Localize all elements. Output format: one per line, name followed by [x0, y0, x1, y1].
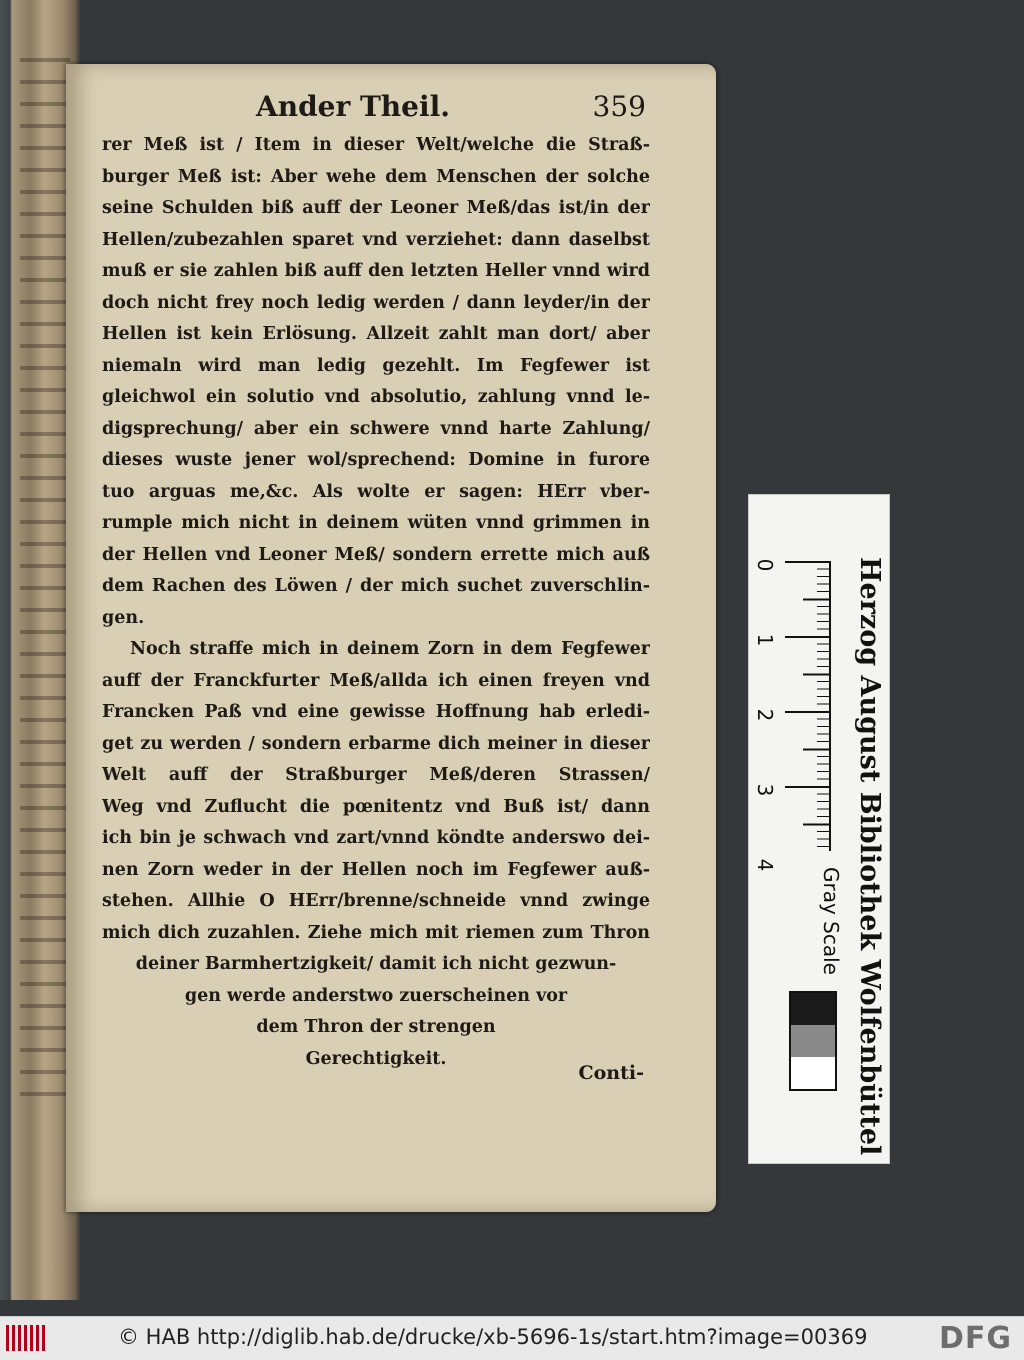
text-line: get zu werden / sondern erbarme dich meiner in dieser [102, 733, 650, 754]
gray-swatch [791, 1057, 835, 1089]
gray-scale-label: Gray Scale [819, 867, 843, 975]
page-number: 359 [592, 90, 646, 123]
library-logo-icon [6, 1325, 48, 1351]
institution-label: Herzog August Bibliothek Wolfenbüttel [854, 557, 885, 1156]
text-line: tuo arguas me,&c. Als wolte er sagen: HErr vber- [102, 481, 650, 502]
previous-pages [20, 40, 70, 1110]
scale-numbers [755, 553, 785, 873]
text-line: Weg vnd Zuflucht die pœnitentz vnd Buß ist/ dann [102, 796, 650, 817]
text-line: muß er sie zahlen biß auff den letzten Heller vnnd wird [102, 261, 650, 281]
footer-bar [0, 1316, 1024, 1360]
text-line: auff der Franckfurter Meß/allda ich einen freyen vnd [102, 670, 650, 691]
text-line: deiner Barmhertzigkeit/ damit ich nicht gezwun- [135, 954, 617, 974]
text-block [102, 130, 650, 1075]
text-line: seine Schulden biß auff der Leoner Meß/das ist/in der [102, 198, 650, 218]
ruler-ticks [785, 561, 831, 851]
scale-number: 0 [753, 558, 777, 572]
text-line: burger Meß ist: Aber wehe dem Menschen der solche [102, 166, 650, 187]
text-line: dem Rachen des Löwen / der mich suchet zuverschlin- [102, 576, 650, 596]
text-line: digsprechung/ aber ein schwere vnnd harte Zahlung/ [102, 418, 650, 439]
text-line: der Hellen vnd Leoner Meß/ sondern errette mich auß [102, 544, 650, 565]
catchword: Conti- [578, 1062, 644, 1084]
gray-swatches [789, 991, 837, 1091]
text-line: doch nicht frey noch ledig werden / dann leyder/in der [102, 292, 650, 313]
scale-number: 1 [753, 633, 777, 647]
dfg-logo: DFG [938, 1321, 1012, 1356]
running-title: Ander Theil. [256, 90, 451, 123]
gray-swatch [791, 1025, 835, 1057]
running-head [256, 90, 646, 130]
scale-number: 2 [753, 708, 777, 722]
book-page [66, 64, 716, 1212]
text-line: nen Zorn weder in der Hellen noch im Fegfewer auß- [102, 859, 650, 880]
copyright-link[interactable]: © HAB http://diglib.hab.de/drucke/xb-5696-1s/start.htm?image=00369 [118, 1325, 868, 1349]
text-line: gleichwol ein solutio vnd absolutio, zahlung vnnd le- [102, 387, 650, 407]
text-line: rer Meß ist / Item in dieser Welt/welche die Straß- [102, 135, 650, 155]
text-line: stehen. Allhie O HErr/brenne/schneide vnnd zwinge [102, 891, 650, 911]
text-line: Gerechtigkeit. [305, 1048, 447, 1069]
scale-number: 4 [753, 858, 777, 872]
text-line: mich dich zuzahlen. Ziehe mich mit riemen zum Thron [102, 922, 650, 943]
text-line: Hellen/zubezahlen sparet vnd verziehet: dann daselbst [102, 229, 650, 250]
text-line: Francken Paß vnd eine gewisse Hoffnung hab erledi- [102, 702, 650, 722]
gray-swatch [791, 993, 835, 1025]
text-line: ich bin je schwach vnd zart/vnnd köndte anderswo dei- [102, 828, 650, 848]
scale-number: 3 [753, 783, 777, 797]
text-line: gen werde anderstwo zuerscheinen vor [184, 985, 568, 1006]
text-line: rumple mich nicht in deinem wüten vnnd grimmen in [102, 513, 650, 533]
text-line: Welt auff der Straßburger Meß/deren Strassen/ [102, 765, 650, 785]
color-ruler [748, 494, 890, 1164]
text-line: dem Thron der strengen [256, 1017, 496, 1037]
text-line: gen. [102, 607, 145, 628]
text-line: dieses wuste jener wol/sprechend: Domine in furore [102, 450, 650, 470]
text-line: Hellen ist kein Erlösung. Allzeit zahlt man dort/ aber [102, 324, 650, 344]
text-line: Noch straffe mich in deinem Zorn in dem Fegfewer [130, 639, 650, 659]
text-line: niemaln wird man ledig gezehlt. Im Fegfewer ist [102, 355, 650, 376]
